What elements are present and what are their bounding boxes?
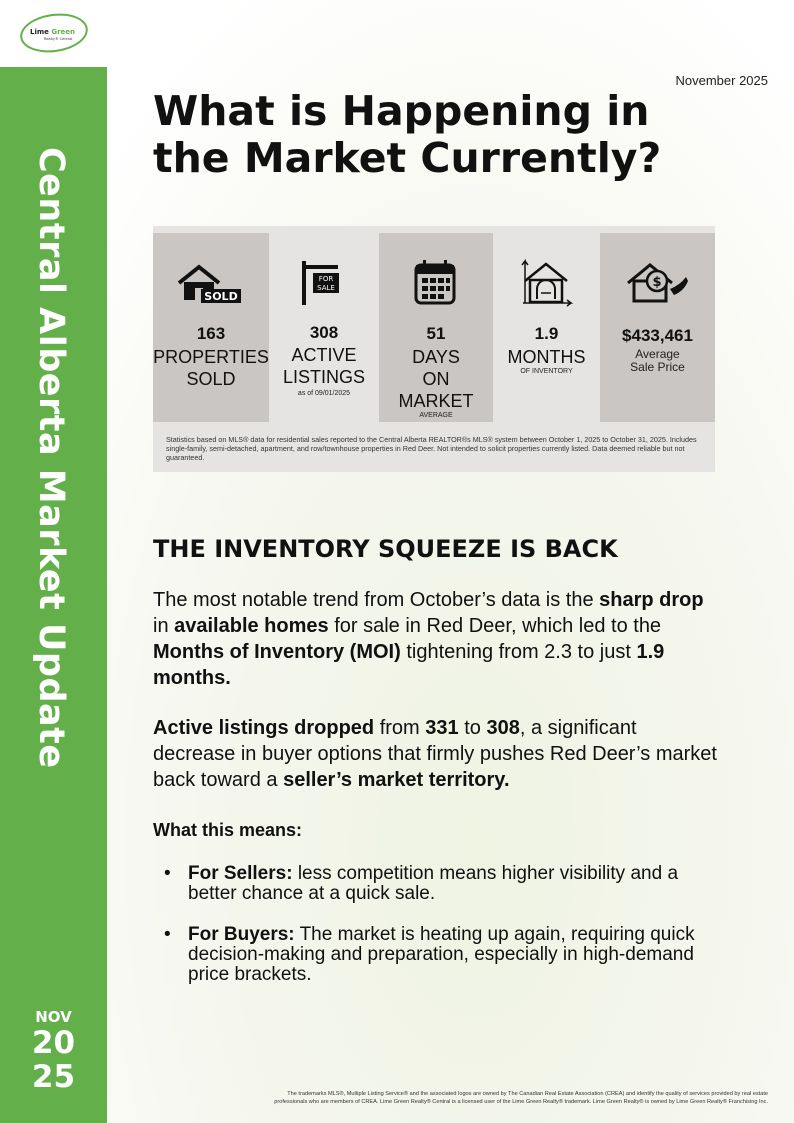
p2-bold4: seller’s market territory. [283,769,510,791]
stat-active-note: as of 09/01/2025 [297,390,351,397]
stat-sold-label1: PROPERTIES [153,347,269,367]
stat-days-label1: DAYS [412,347,460,367]
stats-panel [153,226,715,472]
p1-text4: tightening from 2.3 to just [400,641,637,663]
svg-text:$: $ [652,275,662,290]
p1-text2: in [153,615,175,637]
footer-disclaimer [120,1090,768,1106]
stat-days-on-market [379,233,493,422]
stat-price-label2: Sale Price [630,360,685,374]
bullet-buyers-label: For Buyers: [188,924,295,945]
p1-bold3: Months of Inventory (MOI) [153,641,401,663]
stat-sold-number: 163 [196,324,226,343]
bullet-sellers-text: less competition means higher visibility and a better chance at a quick sale. [188,863,679,904]
paragraph-inventory-trend [153,587,723,691]
p1-text1: The most notable trend from October’s data is the [153,589,600,611]
page-title-line2: the Market Currently? [153,134,662,182]
p2-bold1: Active listings dropped [153,717,375,739]
stat-price-number: $433,461 [622,326,693,345]
house-growth-icon [493,255,600,307]
sidebar-title: Central Alberta Market Update [31,147,71,769]
for-sale-sign-icon [269,255,379,307]
sidebar-month: NOV [35,1008,72,1026]
sold-house-icon [153,255,269,307]
stats-disclaimer: Statistics based on MLS® data for residential sales reported to the Central Alberta REALTOR®s MLS® system between October 1, 2025 to October 31, 2025. Includes single-family, semi-detached, apartment, and row/townhouse properties in Red Deer. Not intended to solicit properties currently listed. Data deemed reliable but not guaranteed. [166,435,697,462]
svg-text:SALE: SALE [317,284,335,292]
p2-text3: , a significant decrease in buyer options that firmly pushes Red Deer’s market back toward a [153,717,717,791]
stat-active-label1: ACTIVE [291,345,357,365]
stat-sold-label2: SOLD [186,369,236,389]
page-title-line1: What is Happening in [153,87,650,135]
list-item [188,864,728,904]
footer-line2: professionals who are members of CREA. Lime Green Realty® Central is a licensed user of the Lime Green Realty® trademark. Lime Green Realty® is owned by Lime Green Realty® Franchising Inc. [274,1099,768,1105]
stat-active-label2: LISTINGS [282,367,366,387]
paragraph-active-listings [153,715,723,793]
stat-days-note: AVERAGE [419,412,453,419]
bullet-buyers-text: The market is heating up again, requiring quick decision-making and preparation, especially in high-demand price brackets. [188,924,695,985]
stat-days-label2: ON [422,369,450,389]
stat-months-note: OF INVENTORY [520,368,573,375]
p2-text1: from [374,717,426,739]
svg-text:FOR: FOR [318,275,334,283]
report-date: November 2025 [675,73,768,88]
svg-text:SOLD: SOLD [204,290,238,303]
sidebar-year-bottom: 25 [31,1059,76,1095]
stat-days-label3: MARKET [398,391,474,411]
bullet-sellers-label: For Sellers: [188,863,293,884]
p1-bold1: sharp drop [599,589,704,611]
logo-tagline: Realty® Central [44,37,73,41]
stat-months-label1: MONTHS [507,347,586,367]
means-heading: What this means: [153,820,303,840]
house-money-icon [600,255,715,307]
calendar-icon [379,255,493,307]
p2-text2: to [458,717,487,739]
section-heading: THE INVENTORY SQUEEZE IS BACK [153,535,618,563]
p2-bold3: 308 [486,717,520,739]
page-title [153,88,673,182]
stat-active-listings [269,233,379,422]
stat-price-label1: Average [635,347,680,361]
sidebar-year-top: 20 [31,1025,76,1061]
list-item [188,925,728,985]
p1-text3: for sale in Red Deer, which led to the [328,615,662,637]
p2-bold2: 331 [425,717,459,739]
p1-bold2: available homes [174,615,329,637]
stat-months-number: 1.9 [534,324,559,343]
stat-sold [153,233,269,422]
logo-brand: Lime Green [30,28,76,36]
stat-months-inventory [493,233,600,422]
stat-average-price [600,233,715,422]
footer-line1: The trademarks MLS®, Multiple Listing Service® and the associated logos are owned by The Canadian Real Estate Association (CREA) and identify the quality of services provided by real estate [287,1091,768,1097]
sidebar [0,67,107,1123]
p1-bold4: 1.9 months. [153,641,665,689]
logo [0,0,107,67]
stat-active-number: 308 [309,323,339,342]
stat-days-number: 51 [426,324,446,343]
